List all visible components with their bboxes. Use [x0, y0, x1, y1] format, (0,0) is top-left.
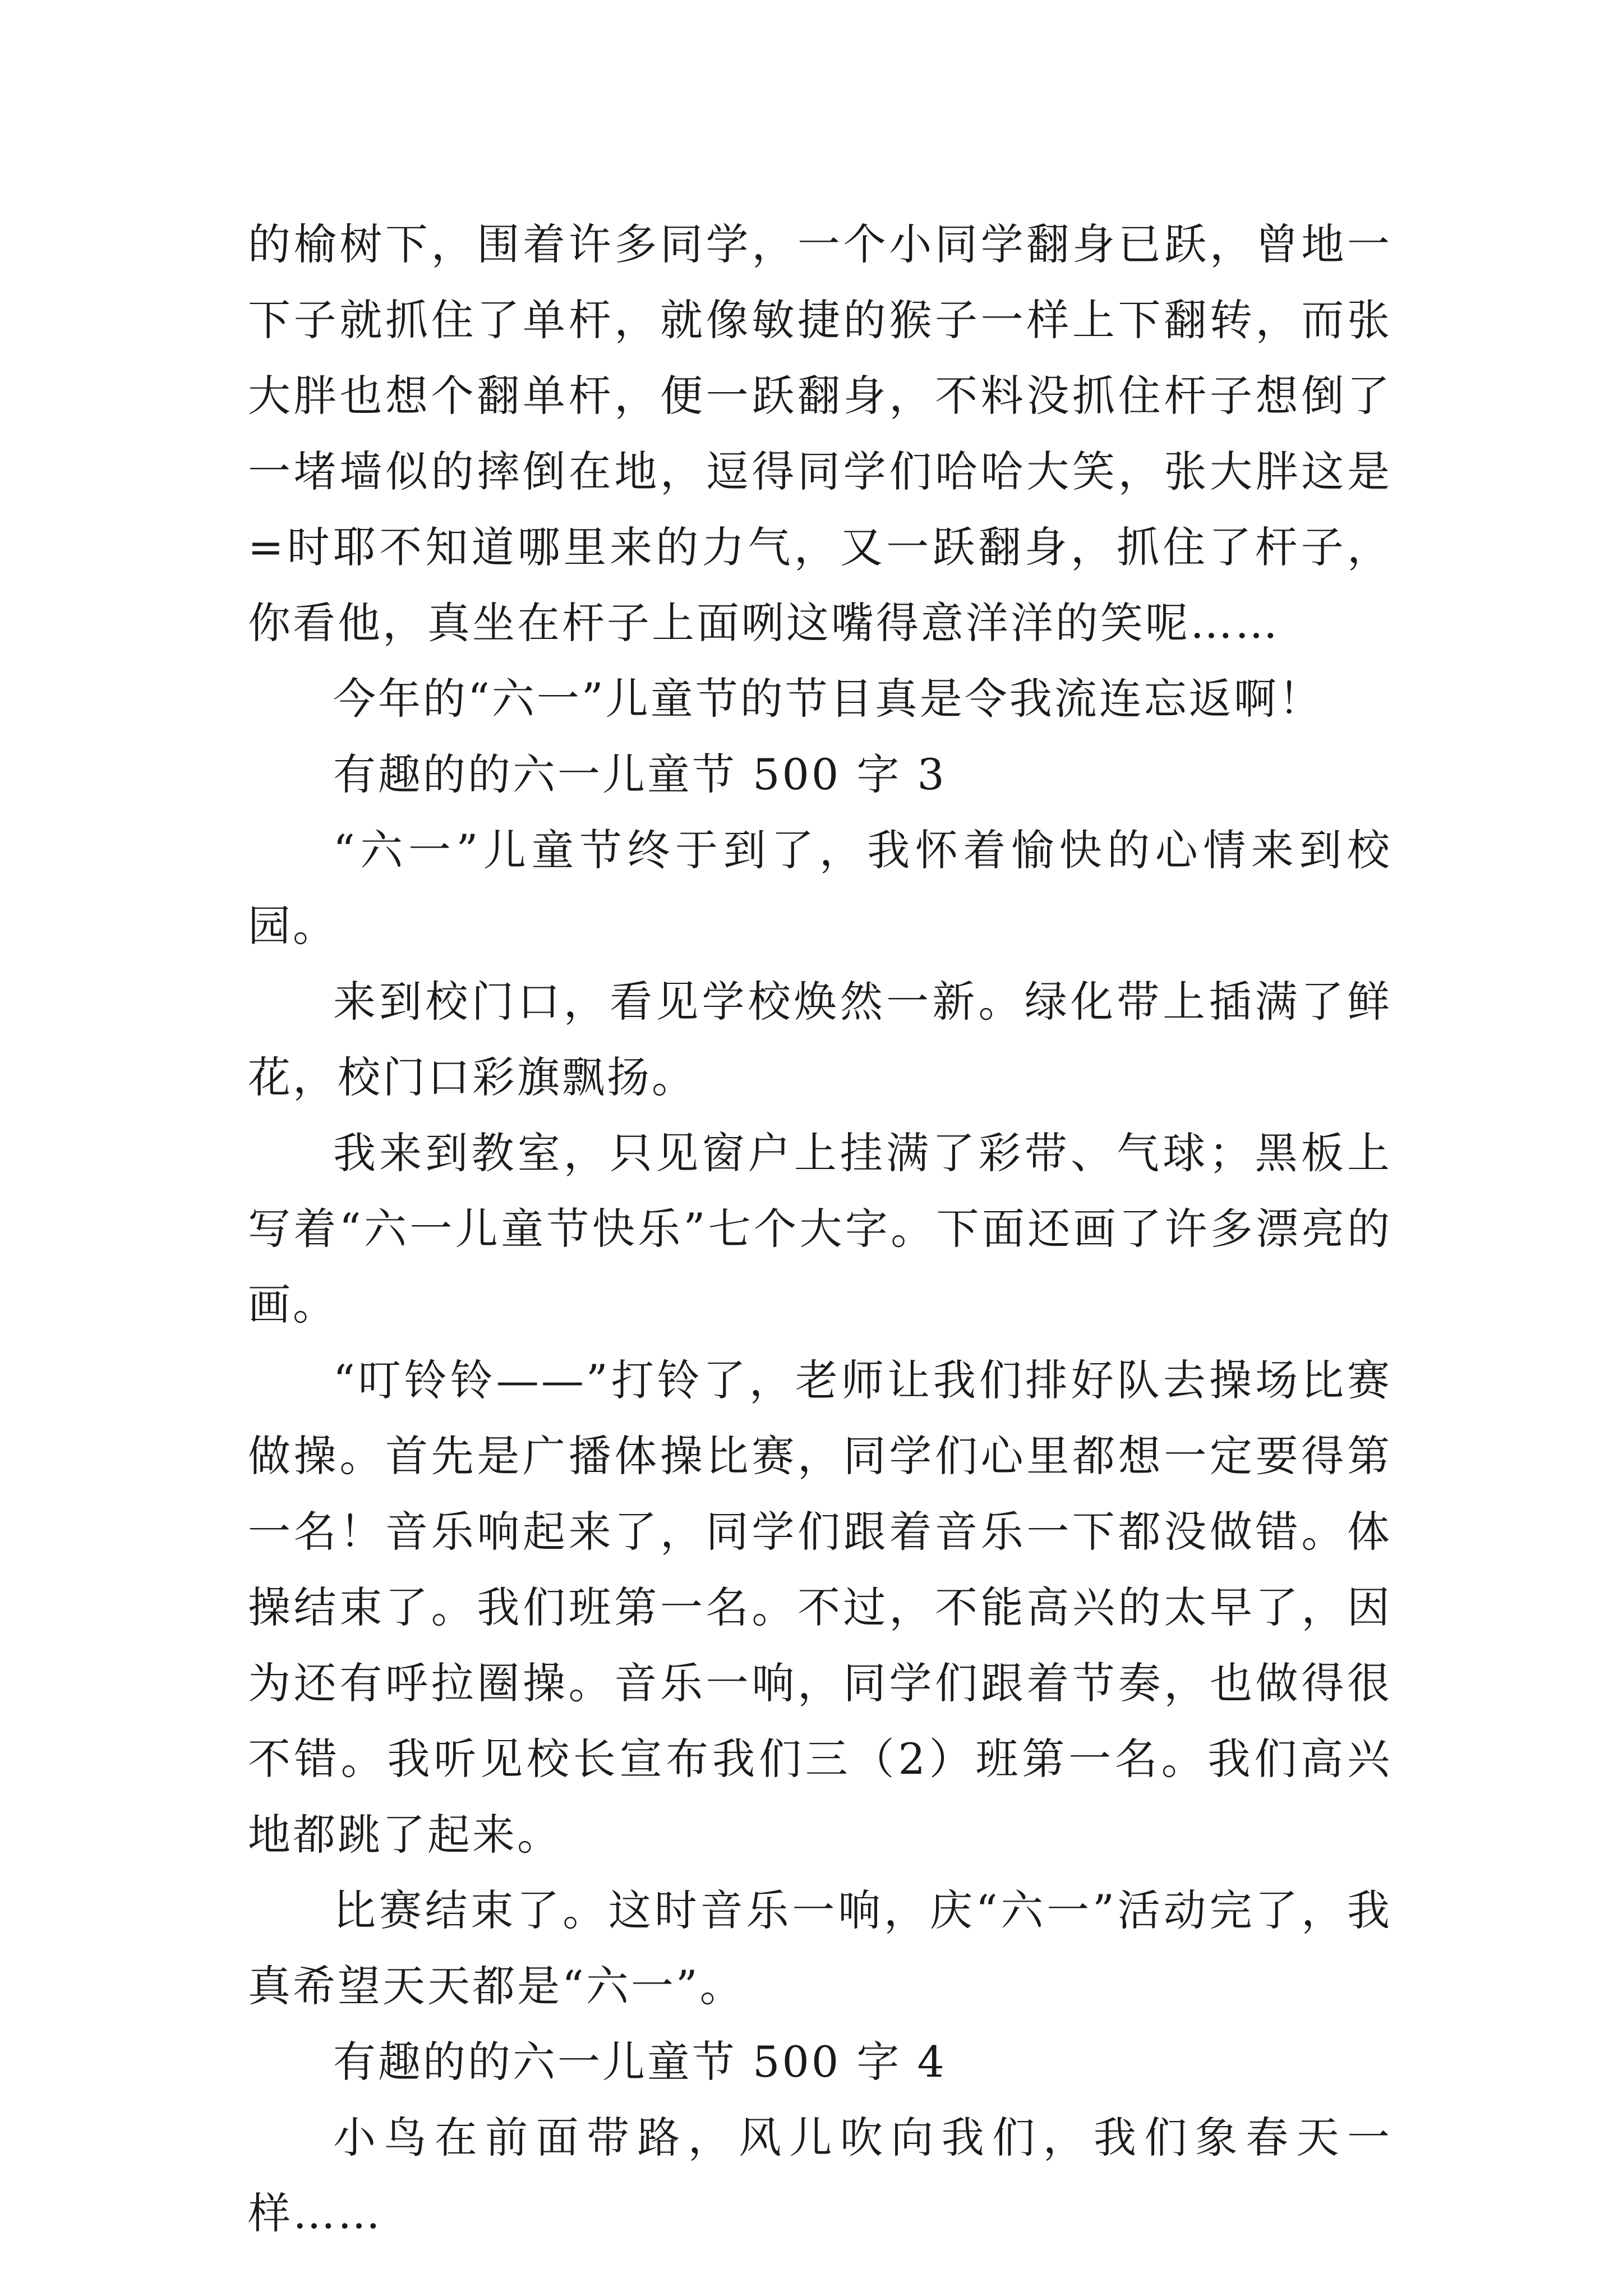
- paragraph-7: 比赛结束了。这时音乐一响，庆“六一”活动完了，我真希望天天都是“六一”。: [248, 1885, 1392, 2011]
- paragraph-5: 我来到教室，只见窗户上挂满了彩带、气球；黑板上写着“六一儿童节快乐”七个大字。下面还画了许多漂亮的画。: [248, 1128, 1392, 1329]
- paragraph-6: “叮铃铃——”打铃了，老师让我们排好队去操场比赛做操。首先是广播体操比赛，同学们心里都想一定要得第一名！音乐响起来了，同学们跟着音乐一下都没做错。体操结束了。我们班第一名。不过，不能高兴的太早了，因为还有呼拉圈操。音乐一响，同学们跟着节奏，也做得很不错。我听见校长宣布我们三（2）班第一名。我们高兴地都跳了起来。: [248, 1355, 1392, 1860]
- section-heading-3: 有趣的的六一儿童节 500 字 3: [333, 749, 947, 799]
- article-body: [248, 206, 1392, 2251]
- paragraph-8: 小鸟在前面带路，风儿吹向我们，我们象春天一样……: [248, 2113, 1392, 2238]
- paragraph-2: 今年的“六一”儿童节的节目真是令我流连忘返啊！: [333, 674, 1324, 724]
- paragraph-3: “六一”儿童节终于到了，我怀着愉快的心情来到校园。: [248, 825, 1392, 951]
- paragraph-4: 来到校门口，看见学校焕然一新。绿化带上插满了鲜花，校门口彩旗飘扬。: [248, 977, 1392, 1102]
- section-heading-4: 有趣的的六一儿童节 500 字 4: [333, 2037, 947, 2087]
- paragraph-1: 的榆树下，围着许多同学，一个小同学翻身已跃，曾地一下子就抓住了单杆，就像敏捷的猴子一样上下翻转，而张大胖也想个翻单杆，便一跃翻身，不料没抓住杆子想倒了一堵墙似的摔倒在地，逗得同学们哈哈大笑，张大胖这是=时耶不知道哪里来的力气，又一跃翻身，抓住了杆子，你看他，真坐在杆子上面咧这嘴得意洋洋的笑呢……: [248, 219, 1392, 648]
